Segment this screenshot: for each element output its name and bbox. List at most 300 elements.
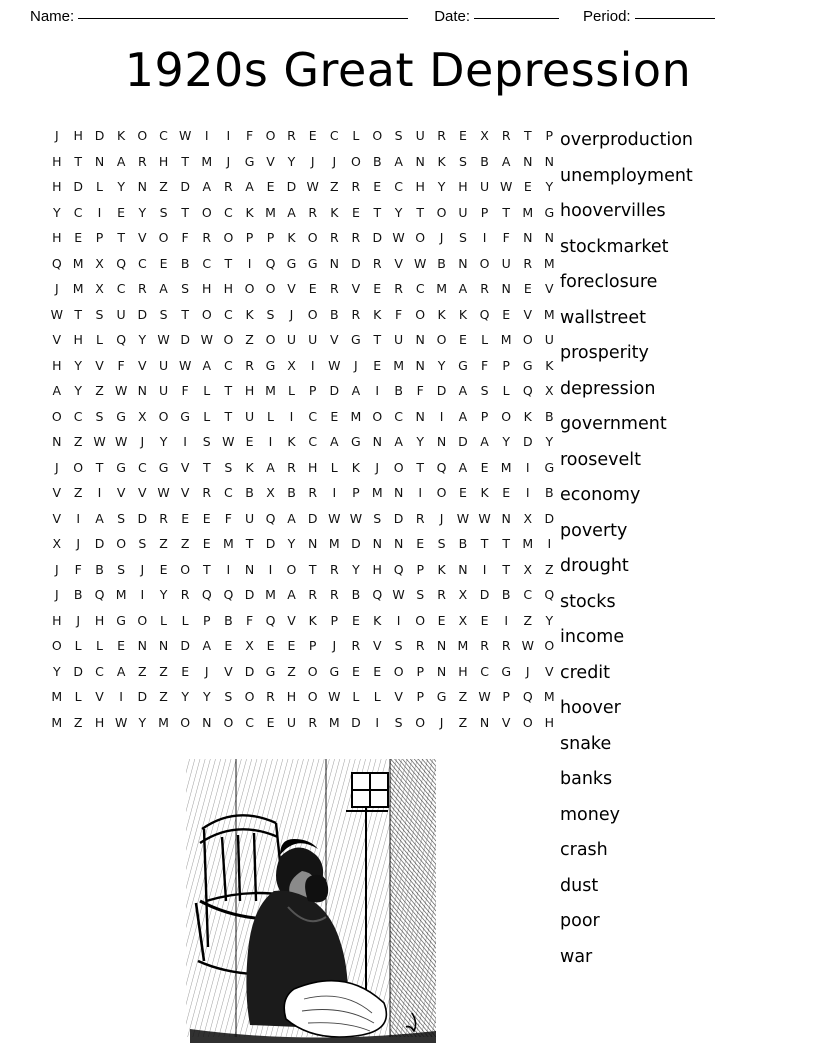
grid-cell[interactable]: P bbox=[352, 485, 360, 501]
grid-cell[interactable]: F bbox=[74, 561, 82, 577]
grid-cell[interactable]: N bbox=[415, 332, 425, 348]
grid-cell[interactable]: N bbox=[137, 179, 148, 195]
grid-cell[interactable]: P bbox=[266, 230, 275, 246]
grid-cell[interactable]: S bbox=[394, 714, 403, 730]
grid-cell[interactable]: E bbox=[266, 714, 275, 730]
word-list-item[interactable]: poverty bbox=[560, 520, 628, 541]
grid-cell[interactable]: Y bbox=[159, 434, 168, 450]
grid-cell[interactable]: O bbox=[307, 306, 318, 322]
grid-cell[interactable]: T bbox=[202, 459, 211, 475]
grid-cell[interactable]: U bbox=[244, 408, 255, 424]
grid-cell[interactable]: V bbox=[545, 281, 554, 297]
grid-cell[interactable]: B bbox=[437, 255, 446, 271]
grid-cell[interactable]: O bbox=[522, 332, 533, 348]
grid-cell[interactable]: O bbox=[158, 230, 169, 246]
grid-cell[interactable]: F bbox=[416, 383, 424, 399]
grid-cell[interactable]: R bbox=[394, 281, 403, 297]
grid-cell[interactable]: R bbox=[329, 561, 339, 577]
grid-cell[interactable]: C bbox=[159, 128, 168, 144]
grid-cell[interactable]: M bbox=[328, 536, 340, 552]
grid-cell[interactable]: D bbox=[329, 383, 340, 399]
word-list-item[interactable]: hoovervilles bbox=[560, 201, 666, 221]
grid-cell[interactable]: B bbox=[351, 587, 361, 603]
grid-cell[interactable]: J bbox=[54, 281, 59, 297]
grid-cell[interactable]: V bbox=[266, 153, 275, 169]
grid-cell[interactable]: M bbox=[72, 255, 84, 271]
grid-cell[interactable]: W bbox=[178, 128, 192, 144]
grid-cell[interactable]: S bbox=[138, 536, 147, 552]
grid-cell[interactable]: O bbox=[137, 128, 148, 144]
grid-cell[interactable]: S bbox=[117, 510, 126, 526]
grid-cell[interactable]: E bbox=[287, 638, 296, 654]
word-list-item[interactable]: crash bbox=[560, 840, 608, 860]
grid-cell[interactable]: O bbox=[307, 663, 318, 679]
grid-cell[interactable]: Y bbox=[502, 434, 510, 450]
grid-cell[interactable]: K bbox=[523, 408, 532, 424]
grid-cell[interactable]: C bbox=[329, 128, 339, 144]
grid-cell[interactable]: A bbox=[480, 434, 489, 450]
grid-cell[interactable]: V bbox=[501, 714, 511, 730]
grid-cell[interactable]: Q bbox=[201, 587, 212, 603]
grid-cell[interactable]: S bbox=[224, 459, 233, 475]
grid-cell[interactable]: O bbox=[393, 663, 404, 679]
grid-cell[interactable]: J bbox=[375, 459, 380, 475]
grid-cell[interactable]: C bbox=[308, 434, 318, 450]
grid-cell[interactable]: R bbox=[351, 638, 361, 654]
grid-cell[interactable]: M bbox=[158, 714, 169, 730]
grid-cell[interactable]: K bbox=[480, 485, 489, 501]
grid-cell[interactable]: J bbox=[140, 561, 145, 577]
grid-cell[interactable]: G bbox=[116, 459, 126, 475]
grid-cell[interactable]: I bbox=[268, 434, 273, 450]
grid-cell[interactable]: O bbox=[415, 306, 426, 322]
grid-cell[interactable]: I bbox=[226, 561, 231, 577]
grid-cell[interactable]: R bbox=[415, 510, 425, 526]
grid-cell[interactable]: Y bbox=[138, 204, 147, 220]
grid-cell[interactable]: Q bbox=[116, 332, 127, 348]
grid-cell[interactable]: E bbox=[502, 306, 511, 322]
grid-cell[interactable]: O bbox=[158, 408, 169, 424]
grid-cell[interactable]: Z bbox=[545, 561, 554, 577]
grid-cell[interactable]: Y bbox=[74, 357, 82, 373]
grid-cell[interactable]: A bbox=[458, 459, 468, 475]
grid-cell[interactable]: L bbox=[267, 408, 274, 424]
grid-cell[interactable]: T bbox=[202, 561, 211, 577]
grid-cell[interactable]: L bbox=[74, 638, 82, 654]
grid-cell[interactable]: O bbox=[180, 561, 191, 577]
grid-cell[interactable]: I bbox=[310, 357, 315, 373]
grid-cell[interactable]: C bbox=[95, 663, 104, 679]
grid-cell[interactable]: E bbox=[416, 536, 425, 552]
grid-cell[interactable]: F bbox=[224, 510, 232, 526]
grid-cell[interactable]: R bbox=[308, 485, 318, 501]
grid-cell[interactable]: Y bbox=[181, 689, 189, 705]
grid-cell[interactable]: M bbox=[51, 689, 63, 705]
grid-cell[interactable]: Z bbox=[287, 663, 296, 679]
grid-cell[interactable]: P bbox=[416, 689, 424, 705]
grid-cell[interactable]: B bbox=[545, 408, 554, 424]
grid-cell[interactable]: Z bbox=[458, 714, 468, 730]
grid-cell[interactable]: Y bbox=[352, 561, 360, 577]
grid-cell[interactable]: N bbox=[137, 638, 148, 654]
grid-cell[interactable]: A bbox=[95, 510, 104, 526]
grid-cell[interactable]: W bbox=[478, 510, 491, 526]
grid-cell[interactable]: R bbox=[480, 638, 489, 654]
grid-cell[interactable]: B bbox=[287, 485, 296, 501]
grid-cell[interactable]: V bbox=[394, 255, 403, 271]
grid-cell[interactable]: Z bbox=[330, 179, 339, 195]
grid-cell[interactable]: W bbox=[456, 510, 470, 526]
grid-cell[interactable]: M bbox=[201, 153, 213, 169]
grid-cell[interactable]: O bbox=[307, 230, 318, 246]
grid-cell[interactable]: M bbox=[222, 536, 234, 552]
grid-cell[interactable]: D bbox=[244, 587, 255, 603]
grid-cell[interactable]: U bbox=[244, 510, 255, 526]
grid-cell[interactable]: G bbox=[544, 459, 555, 475]
grid-cell[interactable]: H bbox=[244, 383, 255, 399]
grid-cell[interactable]: E bbox=[458, 128, 467, 144]
grid-cell[interactable]: V bbox=[287, 281, 296, 297]
grid-cell[interactable]: K bbox=[437, 153, 446, 169]
grid-cell[interactable]: O bbox=[415, 714, 426, 730]
grid-cell[interactable]: W bbox=[157, 332, 170, 348]
word-list-item[interactable]: economy bbox=[560, 485, 641, 505]
name-write-line[interactable] bbox=[78, 18, 408, 19]
grid-cell[interactable]: Y bbox=[437, 357, 446, 373]
grid-cell[interactable]: G bbox=[351, 332, 361, 348]
grid-cell[interactable]: M bbox=[543, 255, 555, 271]
grid-cell[interactable]: H bbox=[158, 153, 169, 169]
grid-cell[interactable]: R bbox=[159, 510, 168, 526]
grid-cell[interactable]: N bbox=[436, 638, 447, 654]
grid-cell[interactable]: N bbox=[544, 230, 554, 246]
grid-cell[interactable]: E bbox=[351, 204, 360, 220]
grid-cell[interactable]: O bbox=[436, 485, 447, 501]
grid-cell[interactable]: M bbox=[115, 587, 127, 603]
grid-cell[interactable]: I bbox=[119, 689, 123, 705]
grid-cell[interactable]: R bbox=[329, 281, 339, 297]
grid-cell[interactable]: O bbox=[436, 332, 447, 348]
grid-cell[interactable]: Q bbox=[479, 306, 490, 322]
grid-cell[interactable]: V bbox=[372, 638, 382, 654]
grid-cell[interactable]: O bbox=[479, 255, 490, 271]
grid-cell[interactable]: E bbox=[224, 638, 233, 654]
grid-cell[interactable]: Y bbox=[202, 689, 211, 705]
grid-cell[interactable]: Y bbox=[437, 179, 446, 195]
grid-cell[interactable]: T bbox=[502, 561, 510, 577]
grid-cell[interactable]: Q bbox=[522, 383, 533, 399]
grid-cell[interactable]: D bbox=[372, 230, 383, 246]
grid-cell[interactable]: K bbox=[117, 128, 126, 144]
grid-cell[interactable]: M bbox=[265, 587, 276, 603]
grid-cell[interactable]: H bbox=[73, 332, 83, 348]
grid-cell[interactable]: G bbox=[116, 408, 126, 424]
grid-cell[interactable]: A bbox=[116, 153, 126, 169]
grid-cell[interactable]: J bbox=[54, 587, 59, 603]
grid-cell[interactable]: K bbox=[373, 612, 382, 628]
grid-cell[interactable]: J bbox=[54, 561, 59, 577]
grid-cell[interactable]: W bbox=[349, 510, 363, 526]
grid-cell[interactable]: Q bbox=[544, 587, 555, 603]
word-list-item[interactable]: foreclosure bbox=[560, 272, 658, 292]
grid-cell[interactable]: M bbox=[328, 714, 340, 730]
grid-cell[interactable]: D bbox=[94, 536, 105, 552]
grid-cell[interactable]: Y bbox=[138, 332, 147, 348]
grid-cell[interactable]: C bbox=[73, 204, 83, 220]
grid-cell[interactable]: R bbox=[351, 230, 361, 246]
grid-cell[interactable]: A bbox=[52, 383, 62, 399]
grid-cell[interactable]: S bbox=[394, 128, 403, 144]
word-list-item[interactable]: dust bbox=[560, 875, 599, 896]
grid-cell[interactable]: B bbox=[73, 587, 83, 603]
grid-cell[interactable]: Z bbox=[523, 612, 533, 628]
grid-cell[interactable]: O bbox=[223, 332, 234, 348]
grid-cell[interactable]: V bbox=[138, 357, 147, 373]
grid-cell[interactable]: R bbox=[415, 638, 425, 654]
grid-cell[interactable]: W bbox=[93, 434, 106, 450]
grid-cell[interactable]: Q bbox=[265, 612, 276, 628]
grid-cell[interactable]: T bbox=[502, 536, 510, 552]
grid-cell[interactable]: U bbox=[415, 128, 425, 144]
grid-cell[interactable]: D bbox=[286, 179, 297, 195]
grid-cell[interactable]: Q bbox=[265, 255, 276, 271]
grid-cell[interactable]: K bbox=[437, 306, 446, 322]
grid-cell[interactable]: X bbox=[266, 485, 275, 501]
grid-cell[interactable]: H bbox=[73, 128, 83, 144]
grid-cell[interactable]: M bbox=[543, 689, 555, 705]
grid-cell[interactable]: F bbox=[395, 306, 403, 322]
grid-cell[interactable]: E bbox=[202, 536, 211, 552]
word-list-item[interactable]: unemployment bbox=[560, 165, 693, 186]
grid-cell[interactable]: M bbox=[436, 281, 447, 297]
grid-cell[interactable]: H bbox=[307, 459, 318, 475]
grid-cell[interactable]: L bbox=[181, 612, 189, 628]
grid-cell[interactable]: X bbox=[95, 281, 104, 297]
grid-cell[interactable]: A bbox=[394, 434, 403, 450]
grid-cell[interactable]: R bbox=[437, 587, 446, 603]
grid-cell[interactable]: E bbox=[181, 510, 190, 526]
grid-cell[interactable]: N bbox=[137, 383, 148, 399]
grid-cell[interactable]: B bbox=[458, 536, 468, 552]
grid-cell[interactable]: I bbox=[396, 612, 401, 628]
grid-cell[interactable]: J bbox=[310, 153, 315, 169]
grid-cell[interactable]: T bbox=[502, 204, 510, 220]
grid-cell[interactable]: A bbox=[202, 179, 212, 195]
grid-cell[interactable]: U bbox=[394, 332, 404, 348]
grid-cell[interactable]: F bbox=[245, 612, 254, 628]
grid-cell[interactable]: E bbox=[181, 663, 190, 679]
grid-cell[interactable]: E bbox=[159, 255, 168, 271]
grid-cell[interactable]: S bbox=[458, 230, 467, 246]
grid-cell[interactable]: Z bbox=[159, 663, 168, 679]
grid-cell[interactable]: T bbox=[416, 204, 425, 220]
grid-cell[interactable]: N bbox=[308, 536, 318, 552]
grid-cell[interactable]: I bbox=[97, 485, 102, 501]
grid-cell[interactable]: W bbox=[157, 485, 170, 501]
grid-cell[interactable]: K bbox=[351, 459, 360, 475]
grid-cell[interactable]: O bbox=[51, 638, 62, 654]
grid-cell[interactable]: N bbox=[479, 714, 490, 730]
word-list-item[interactable]: war bbox=[560, 946, 593, 967]
grid-cell[interactable]: X bbox=[458, 587, 468, 603]
grid-cell[interactable]: W bbox=[328, 510, 341, 526]
grid-cell[interactable]: R bbox=[351, 179, 361, 195]
grid-cell[interactable]: E bbox=[373, 281, 382, 297]
grid-cell[interactable]: Y bbox=[138, 714, 147, 730]
grid-cell[interactable]: U bbox=[544, 332, 554, 348]
grid-cell[interactable]: P bbox=[480, 204, 489, 220]
grid-cell[interactable]: K bbox=[308, 612, 317, 628]
grid-cell[interactable]: T bbox=[308, 561, 317, 577]
grid-cell[interactable]: C bbox=[224, 485, 233, 501]
grid-cell[interactable]: J bbox=[76, 536, 80, 552]
grid-cell[interactable]: S bbox=[480, 383, 489, 399]
grid-cell[interactable]: U bbox=[501, 255, 511, 271]
grid-cell[interactable]: M bbox=[72, 281, 84, 297]
grid-cell[interactable]: R bbox=[287, 128, 296, 144]
grid-cell[interactable]: B bbox=[545, 485, 554, 501]
grid-cell[interactable]: H bbox=[286, 689, 297, 705]
grid-cell[interactable]: T bbox=[373, 332, 382, 348]
grid-cell[interactable]: X bbox=[545, 383, 554, 399]
grid-cell[interactable]: O bbox=[415, 230, 426, 246]
grid-cell[interactable]: H bbox=[52, 357, 62, 373]
grid-cell[interactable]: C bbox=[137, 459, 147, 475]
grid-cell[interactable]: I bbox=[140, 587, 145, 603]
grid-cell[interactable]: W bbox=[328, 689, 341, 705]
grid-cell[interactable]: Q bbox=[436, 459, 447, 475]
grid-cell[interactable]: K bbox=[545, 357, 554, 373]
grid-cell[interactable]: X bbox=[523, 510, 533, 526]
grid-cell[interactable]: A bbox=[245, 179, 254, 195]
grid-cell[interactable]: E bbox=[74, 230, 83, 246]
grid-cell[interactable]: N bbox=[523, 230, 533, 246]
grid-cell[interactable]: U bbox=[158, 383, 169, 399]
grid-cell[interactable]: L bbox=[160, 612, 168, 628]
grid-cell[interactable]: A bbox=[287, 587, 296, 603]
grid-cell[interactable]: O bbox=[265, 281, 276, 297]
grid-cell[interactable]: P bbox=[308, 638, 317, 654]
grid-cell[interactable]: S bbox=[159, 306, 168, 322]
grid-cell[interactable]: Q bbox=[265, 510, 276, 526]
grid-cell[interactable]: N bbox=[544, 153, 554, 169]
grid-cell[interactable]: O bbox=[286, 561, 297, 577]
grid-cell[interactable]: H bbox=[52, 612, 62, 628]
grid-cell[interactable]: H bbox=[94, 714, 105, 730]
grid-cell[interactable]: E bbox=[480, 459, 489, 475]
grid-cell[interactable]: I bbox=[332, 485, 337, 501]
grid-cell[interactable]: S bbox=[437, 536, 446, 552]
grid-cell[interactable]: D bbox=[94, 128, 105, 144]
grid-cell[interactable]: I bbox=[375, 714, 380, 730]
grid-cell[interactable]: H bbox=[52, 230, 62, 246]
grid-cell[interactable]: O bbox=[201, 306, 212, 322]
grid-cell[interactable]: V bbox=[95, 689, 104, 705]
grid-cell[interactable]: X bbox=[52, 536, 62, 552]
grid-cell[interactable]: E bbox=[480, 612, 489, 628]
grid-cell[interactable]: L bbox=[96, 332, 103, 348]
grid-cell[interactable]: U bbox=[458, 204, 468, 220]
grid-cell[interactable]: H bbox=[202, 281, 212, 297]
grid-cell[interactable]: C bbox=[224, 357, 233, 373]
grid-cell[interactable]: D bbox=[137, 689, 148, 705]
grid-cell[interactable]: G bbox=[286, 255, 297, 271]
grid-cell[interactable]: I bbox=[97, 204, 102, 220]
grid-cell[interactable]: N bbox=[372, 536, 382, 552]
grid-cell[interactable]: B bbox=[95, 561, 104, 577]
grid-cell[interactable]: J bbox=[289, 306, 294, 322]
grid-cell[interactable]: V bbox=[287, 612, 296, 628]
grid-cell[interactable]: J bbox=[439, 510, 444, 526]
grid-cell[interactable]: P bbox=[95, 230, 104, 246]
grid-cell[interactable]: N bbox=[244, 561, 255, 577]
grid-cell[interactable]: O bbox=[501, 408, 512, 424]
grid-cell[interactable]: C bbox=[116, 281, 126, 297]
grid-cell[interactable]: K bbox=[287, 434, 296, 450]
grid-cell[interactable]: A bbox=[287, 510, 296, 526]
grid-cell[interactable]: O bbox=[350, 153, 361, 169]
grid-cell[interactable]: R bbox=[523, 255, 533, 271]
grid-cell[interactable]: R bbox=[137, 281, 147, 297]
grid-cell[interactable]: I bbox=[547, 536, 552, 552]
grid-cell[interactable]: M bbox=[543, 306, 555, 322]
grid-cell[interactable]: J bbox=[439, 714, 444, 730]
grid-cell[interactable]: U bbox=[308, 332, 318, 348]
grid-cell[interactable]: J bbox=[354, 357, 358, 373]
grid-cell[interactable]: I bbox=[289, 408, 294, 424]
grid-cell[interactable]: Q bbox=[94, 587, 105, 603]
grid-cell[interactable]: U bbox=[479, 179, 490, 195]
grid-cell[interactable]: R bbox=[501, 128, 511, 144]
grid-cell[interactable]: A bbox=[458, 281, 468, 297]
grid-cell[interactable]: R bbox=[329, 230, 339, 246]
grid-cell[interactable]: E bbox=[502, 485, 511, 501]
grid-cell[interactable]: X bbox=[287, 357, 296, 373]
grid-cell[interactable]: N bbox=[393, 485, 404, 501]
grid-cell[interactable]: M bbox=[265, 204, 276, 220]
grid-cell[interactable]: R bbox=[224, 179, 233, 195]
grid-cell[interactable]: V bbox=[330, 332, 339, 348]
word-list-item[interactable]: income bbox=[560, 627, 625, 647]
grid-cell[interactable]: G bbox=[458, 357, 468, 373]
grid-cell[interactable]: G bbox=[329, 663, 340, 679]
grid-cell[interactable]: S bbox=[416, 587, 425, 603]
grid-cell[interactable]: F bbox=[480, 357, 489, 373]
grid-cell[interactable]: E bbox=[266, 179, 275, 195]
grid-cell[interactable]: Q bbox=[223, 587, 234, 603]
grid-cell[interactable]: P bbox=[480, 408, 489, 424]
grid-cell[interactable]: W bbox=[200, 332, 213, 348]
grid-cell[interactable]: D bbox=[351, 536, 361, 552]
grid-cell[interactable]: K bbox=[373, 306, 382, 322]
grid-cell[interactable]: G bbox=[265, 357, 276, 373]
grid-cell[interactable]: E bbox=[458, 332, 467, 348]
grid-cell[interactable]: L bbox=[96, 638, 103, 654]
grid-cell[interactable]: I bbox=[375, 383, 380, 399]
grid-cell[interactable]: E bbox=[245, 434, 254, 450]
grid-cell[interactable]: W bbox=[499, 179, 513, 195]
grid-cell[interactable]: C bbox=[523, 587, 533, 603]
grid-cell[interactable]: N bbox=[94, 153, 105, 169]
grid-cell[interactable]: O bbox=[73, 459, 84, 475]
grid-cell[interactable]: Z bbox=[95, 383, 104, 399]
grid-cell[interactable]: L bbox=[502, 383, 510, 399]
grid-cell[interactable]: V bbox=[138, 230, 147, 246]
grid-cell[interactable]: I bbox=[504, 612, 508, 628]
grid-cell[interactable]: V bbox=[351, 281, 361, 297]
grid-cell[interactable]: K bbox=[245, 204, 254, 220]
grid-cell[interactable]: B bbox=[224, 612, 233, 628]
